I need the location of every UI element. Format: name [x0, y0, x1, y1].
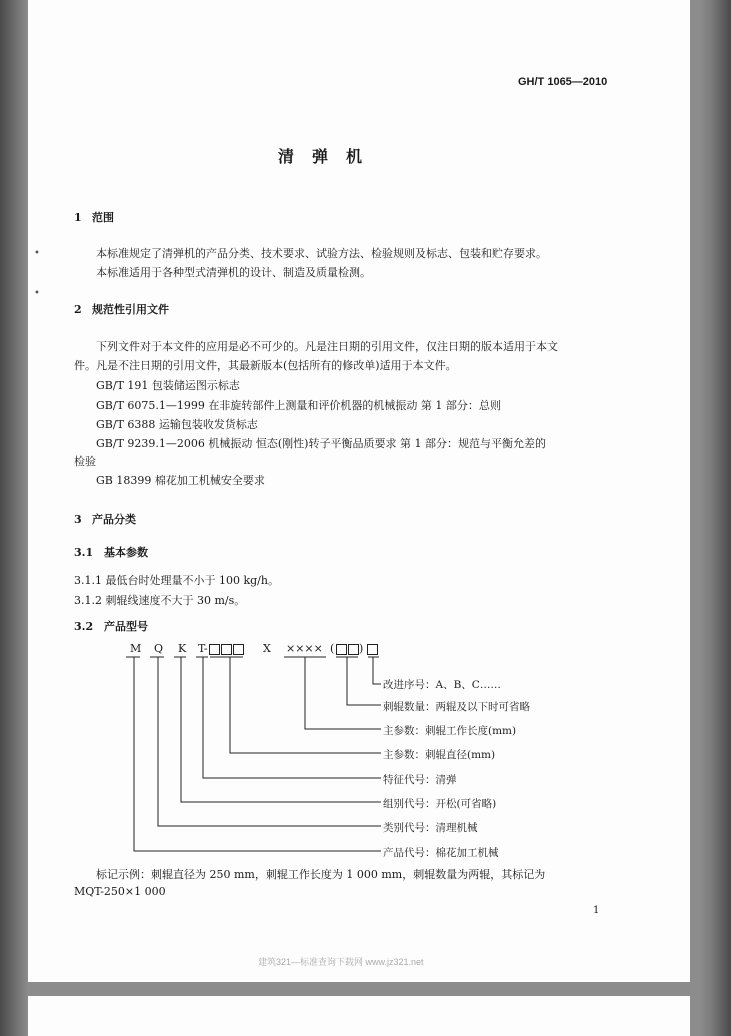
- model-char-m: M: [130, 642, 142, 655]
- model-char-lparen: (: [330, 642, 335, 655]
- model-label-revision: 改进序号：A、B、C……: [383, 679, 501, 691]
- reference-item: GB/T 6388 运输包装收发货标志: [96, 418, 258, 431]
- reference-item: GB/T 9239.1—2006 机械振动 恒态(刚性)转子平衡品质要求 第 1 部分：规范与平衡允差的: [96, 437, 546, 450]
- model-leader-lines: [28, 0, 690, 900]
- standard-code: GH/T 1065—2010: [518, 76, 608, 88]
- model-label-group-code: 组别代号：开松(可省略): [383, 798, 497, 810]
- section-1-para-1: 本标准规定了清弹机的产品分类、技术要求、试验方法、检验规则及标志、包装和贮存要求。: [96, 247, 547, 260]
- model-label-product-code: 产品代号：棉花加工机械: [383, 847, 499, 859]
- next-page-preview: [28, 996, 690, 1036]
- model-label-roller-count: 刺辊数量：两辊及以下时可省略: [383, 701, 530, 713]
- page-number: 1: [593, 905, 600, 916]
- section-1-heading: 1 范围: [74, 211, 114, 224]
- margin-mark: •: [34, 288, 40, 299]
- section-3-heading: 3 产品分类: [74, 513, 136, 526]
- section-3-1-heading: 3.1 基本参数: [74, 546, 148, 559]
- model-label-working-length: 主参数：刺辊工作长度(mm): [383, 725, 517, 737]
- reference-item: GB/T 191 包装储运图示标志: [96, 379, 240, 392]
- section-2-para-line-1: 下列文件对于本文件的应用是必不可少的。凡是注日期的引用文件，仅注日期的版本适用于本文: [96, 340, 558, 353]
- model-char-q: Q: [154, 642, 164, 655]
- model-label-category-code: 类别代号：清理机械: [383, 822, 478, 834]
- reference-item-continued: 检验: [74, 455, 96, 468]
- model-char-rparen: ): [359, 642, 364, 655]
- example-line-1: 标记示例：刺辊直径为 250 mm，刺辊工作长度为 1 000 mm，刺辊数量为两辊，其标记为: [96, 868, 546, 881]
- model-label-feature-code: 特征代号：清弹: [383, 774, 457, 786]
- model-char-x: X: [263, 642, 271, 655]
- document-page: [28, 0, 690, 982]
- model-char-t: T-: [198, 642, 208, 655]
- example-line-2: MQT-250×1 000: [74, 885, 166, 898]
- section-2-para-line-2: 件。凡是不注日期的引用文件，其最新版本(包括所有的修改单)适用于本文件。: [74, 359, 457, 372]
- model-char-length: ××××: [286, 642, 323, 655]
- section-1-para-2: 本标准适用于各种型式清弹机的设计、制造及质量检测。: [96, 266, 371, 279]
- page-title: 清弹机: [278, 147, 381, 166]
- section-2-heading: 2 规范性引用文件: [74, 303, 169, 316]
- reference-item: GB/T 6075.1—1999 在非旋转部件上测量和评价机器的机械振动 第 1 部分：总则: [96, 399, 501, 412]
- model-label-diameter: 主参数：刺辊直径(mm): [383, 749, 496, 761]
- margin-mark: •: [34, 248, 40, 259]
- watermark-footer: 建筑321—标准查询下载网 www.jz321.net: [258, 957, 424, 967]
- model-char-k: K: [178, 642, 187, 655]
- reference-item: GB 18399 棉花加工机械安全要求: [96, 474, 265, 487]
- clause-3-1-1: 3.1.1 最低台时处理量不小于 100 kg/h。: [74, 574, 279, 587]
- section-3-2-heading: 3.2 产品型号: [74, 620, 148, 633]
- clause-3-1-2: 3.1.2 刺辊线速度不大于 30 m/s。: [74, 594, 246, 607]
